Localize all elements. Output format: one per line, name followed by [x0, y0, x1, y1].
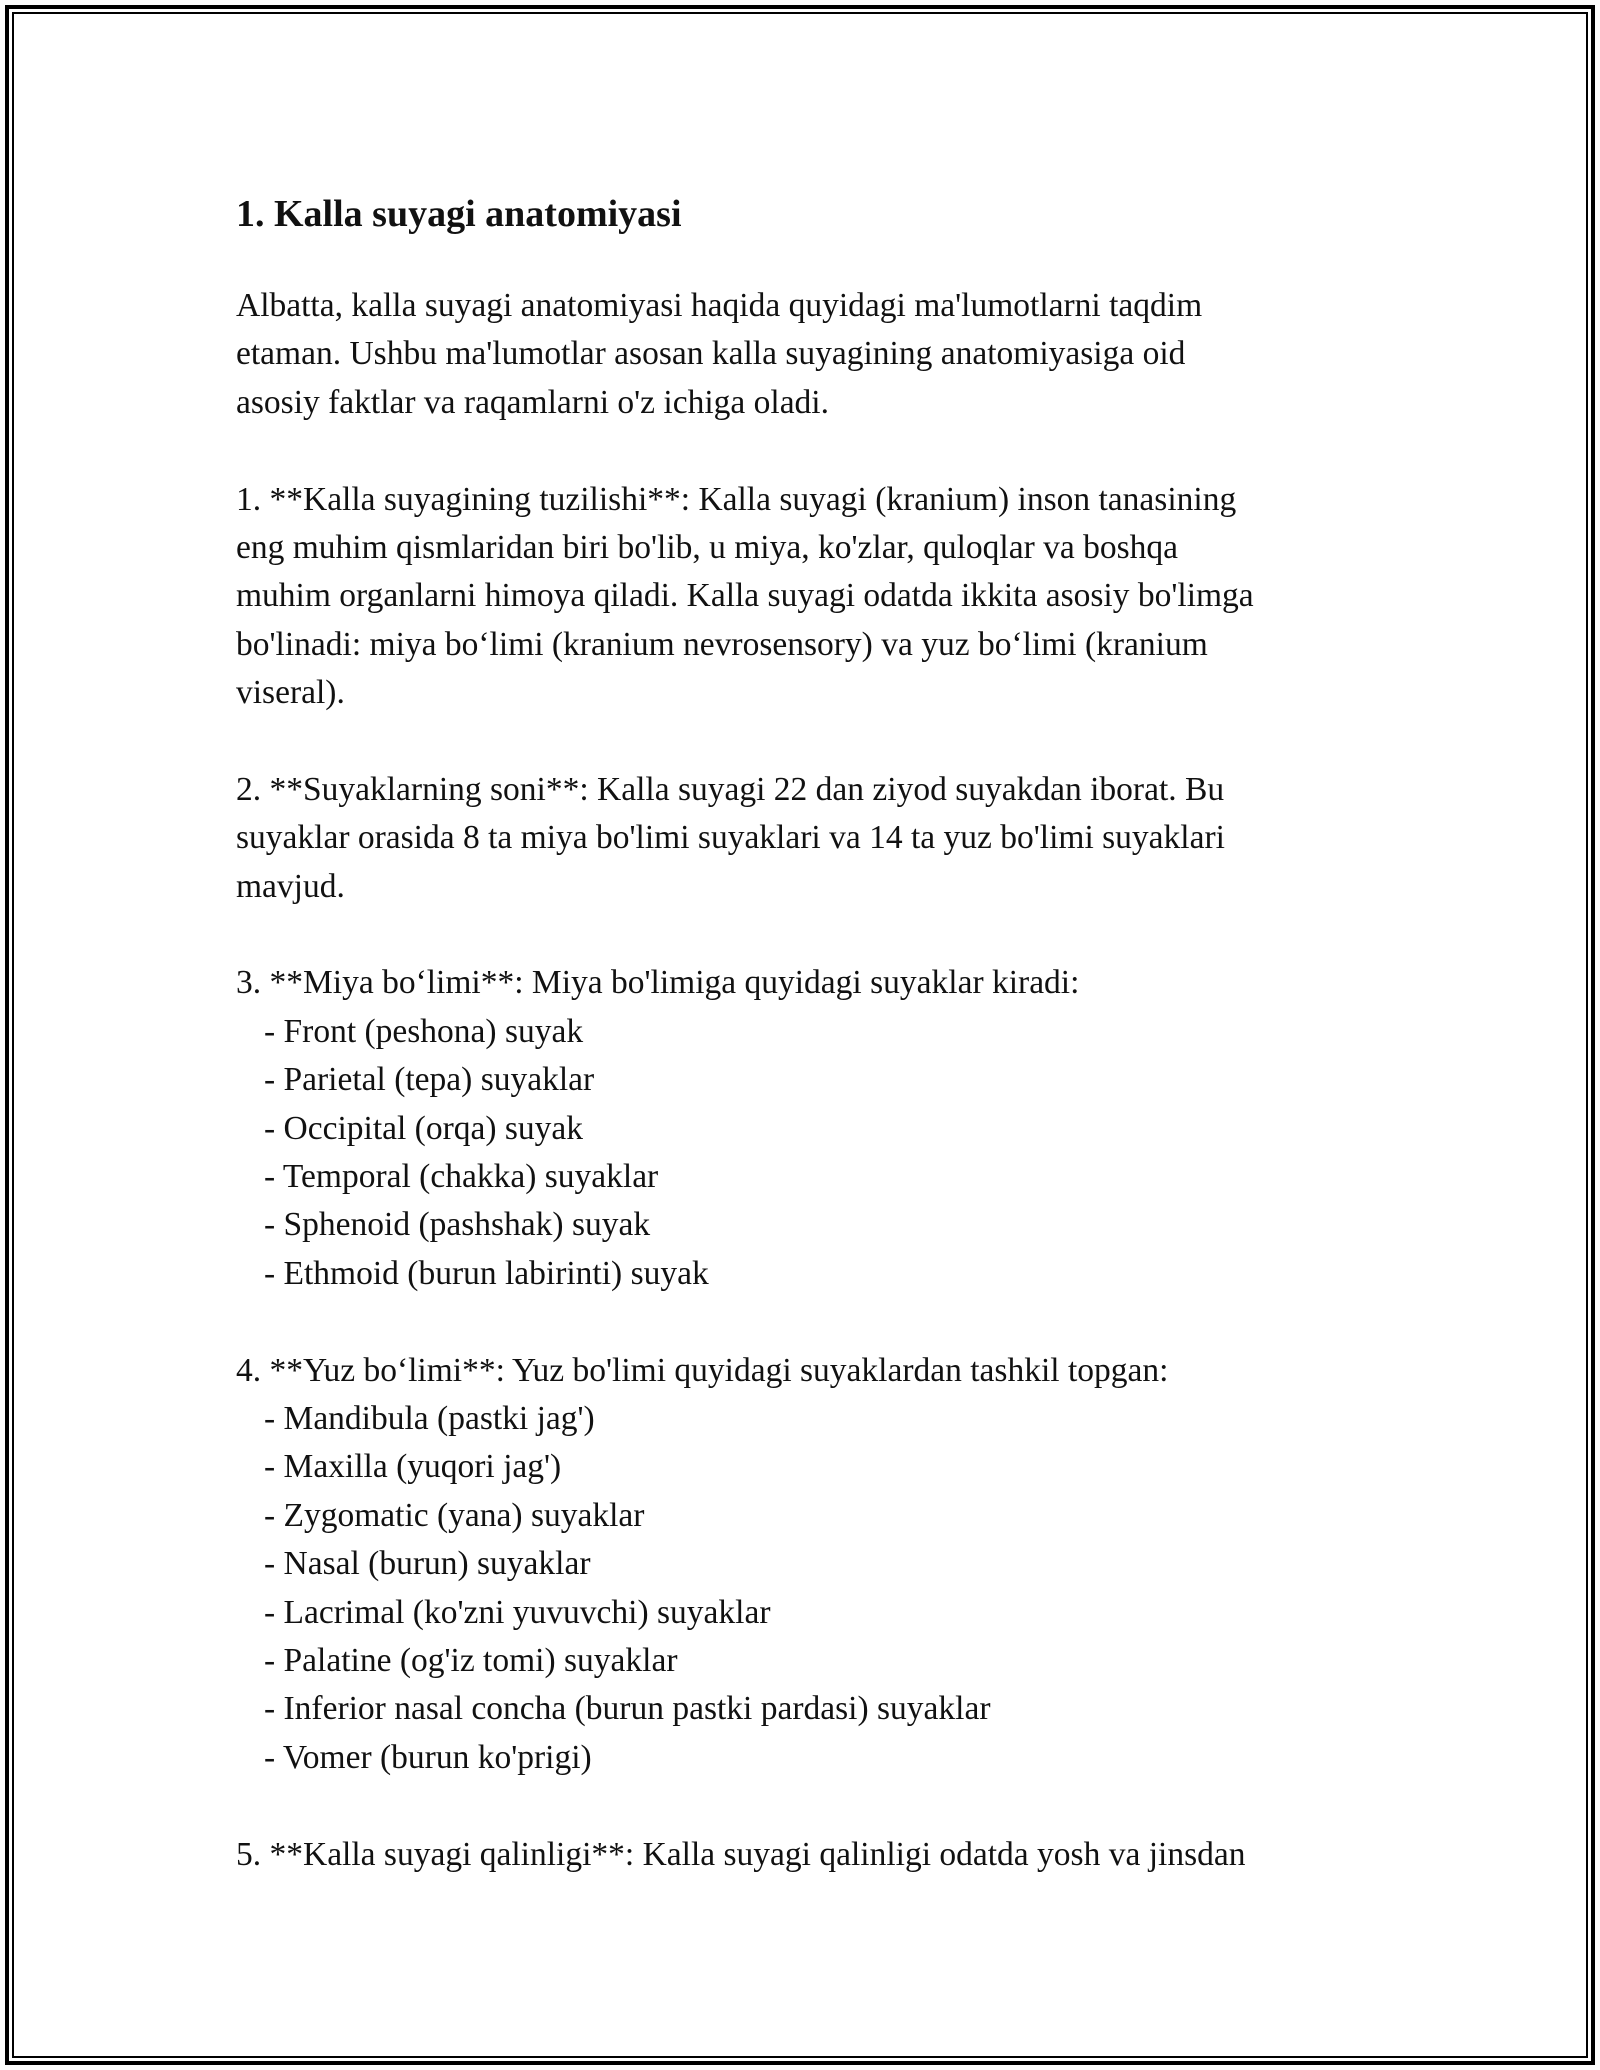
section-1-paragraph: [236, 476, 1376, 718]
text-line: bo'linadi: miya bo‘limi (kranium nevrosensory) va yuz bo‘limi (kranium: [236, 625, 1208, 663]
text-line: mavjud.: [236, 867, 345, 905]
section-2-paragraph: [236, 766, 1376, 911]
list-item: - Temporal (chakka) suyaklar: [264, 1158, 659, 1196]
text-line: viseral).: [236, 674, 345, 712]
text-line: suyaklar orasida 8 ta miya bo'limi suyaklari va 14 ta yuz bo'limi suyaklari: [236, 819, 1225, 857]
blank-line: [236, 718, 1376, 766]
text-line: eng muhim qismlaridan biri bo'lib, u miya, ko'zlar, quloqlar va boshqa: [236, 528, 1179, 566]
document-title: 1. Kalla suyagi anatomiyasi: [236, 193, 682, 235]
list-item: - Inferior nasal concha (burun pastki pardasi) suyaklar: [264, 1690, 991, 1728]
section-heading: 4. **Yuz bo‘limi**: Yuz bo'limi quyidagi suyaklardan tashkil topgan:: [236, 1351, 1169, 1389]
section-heading: 3. **Miya bo‘limi**: Miya bo'limiga quyidagi suyaklar kiradi:: [236, 964, 1080, 1002]
document-body: [236, 186, 1376, 1879]
text-line: 1. **Kalla suyagining tuzilishi**: Kalla suyagi (kranium) inson tanasining: [236, 480, 1237, 518]
list-item: - Sphenoid (pashshak) suyak: [264, 1206, 651, 1244]
text-line: 5. **Kalla suyagi qalinligi**: Kalla suyagi qalinligi odatda yosh va jinsdan: [236, 1835, 1246, 1873]
text-line: etaman. Ushbu ma'lumotlar asosan kalla suyagining anatomiyasiga oid: [236, 335, 1186, 373]
list-item: - Vomer (burun ko'prigi): [264, 1738, 592, 1776]
section-3-paragraph: [236, 959, 1376, 1298]
list-item: - Maxilla (yuqori jag'): [264, 1448, 562, 1486]
list-item: - Zygomatic (yana) suyaklar: [264, 1496, 645, 1534]
blank-line: [236, 1298, 1376, 1346]
list-item: - Front (peshona) suyak: [264, 1012, 584, 1050]
text-line: 2. **Suyaklarning soni**: Kalla suyagi 22 dan ziyod suyakdan iborat. Bu: [236, 770, 1225, 808]
list-item: - Nasal (burun) suyaklar: [264, 1545, 591, 1583]
blank-line: [236, 911, 1376, 959]
list-item: - Palatine (og'iz tomi) suyaklar: [264, 1641, 678, 1679]
text-line: asosiy faktlar va raqamlarni o'z ichiga oladi.: [236, 383, 829, 421]
list-item: - Ethmoid (burun labirinti) suyak: [264, 1254, 709, 1292]
text-line: Albatta, kalla suyagi anatomiyasi haqida quyidagi ma'lumotlarni taqdim: [236, 287, 1203, 324]
section-4-paragraph: [236, 1347, 1376, 1783]
intro-paragraph: [236, 282, 1376, 427]
list-item: - Parietal (tepa) suyaklar: [264, 1061, 595, 1099]
spacer: [236, 242, 1376, 282]
list-item: - Mandibula (pastki jag'): [264, 1399, 595, 1437]
text-line: muhim organlarni himoya qiladi. Kalla suyagi odatda ikkita asosiy bo'limga: [236, 577, 1254, 615]
list-item: - Occipital (orqa) suyak: [264, 1109, 584, 1147]
section-5-paragraph: [236, 1831, 1376, 1879]
blank-line: [236, 1782, 1376, 1830]
list-item: - Lacrimal (ko'zni yuvuvchi) suyaklar: [264, 1593, 771, 1631]
blank-line: [236, 427, 1376, 475]
